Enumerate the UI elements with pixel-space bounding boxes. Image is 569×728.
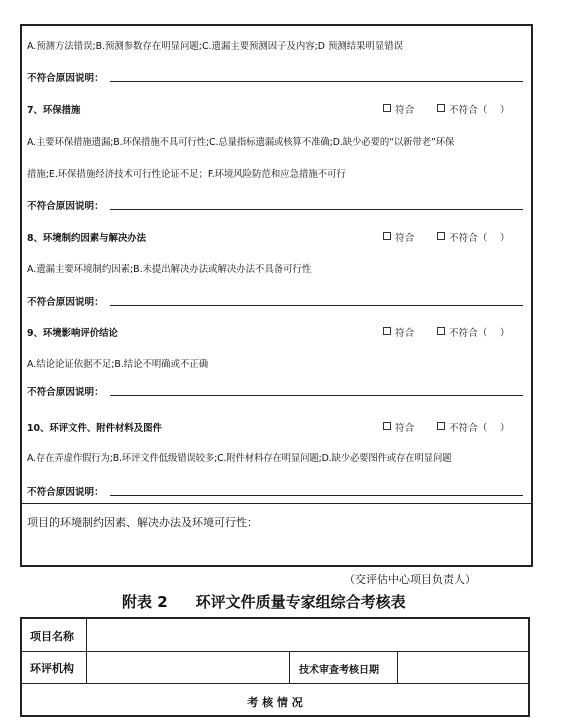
checkbox-icon[interactable] [383,422,391,430]
nonconform-label: 不符合（ ） [449,423,510,434]
checkbox-icon[interactable] [437,232,445,240]
item9-title: 9、环境影响评价结论 [27,328,118,339]
checkbox-icon[interactable] [437,104,445,112]
assessment-table [20,617,530,717]
reason-label-item7: 不符合原因说明： [27,201,104,212]
table-row-divider [22,683,528,684]
conform-label: 符合 [395,423,415,434]
reason-line-item10[interactable] [110,495,523,496]
section-divider [22,503,531,504]
agency-field[interactable] [90,653,286,681]
item10-title: 10、环评文件、附件材料及图件 [27,423,162,434]
agency-label: 环评机构 [30,662,74,675]
reason-label-item9: 不符合原因说明： [27,387,104,398]
item7-nonconform-option[interactable] [437,102,510,116]
conform-label: 符合 [395,328,415,339]
reason-label-predict: 不符合原因说明： [27,73,104,84]
feasibility-label: 项目的环境制约因素、解决办法及环境可行性： [27,516,258,529]
review-date-label: 技术审查考核日期 [299,665,379,676]
item7-reasons-line1: A.主要环保措施遗漏;B.环保措施不具可行性;C.总量指标遗漏或核算不准确;D.缺少必要的“以新带老”环保 [27,137,455,148]
nonconform-label: 不符合（ ） [449,105,510,116]
reason-line-item9[interactable] [110,395,523,396]
item8-title: 8、环境制约因素与解决办法 [27,233,147,244]
assessment-header: 考 核 情 况 [247,696,303,709]
item7-title: 7、环保措施 [27,105,81,116]
nonconform-label: 不符合（ ） [449,328,510,339]
nonconform-label: 不符合（ ） [449,233,510,244]
item8-reasons: A.遗漏主要环境制约因素;B.未提出解决办法或解决办法不具备可行性 [27,264,312,275]
project-name-field[interactable] [90,621,526,649]
table-title-text: 环评文件质量专家组综合考核表 [195,593,406,611]
item10-nonconform-option[interactable] [437,420,510,434]
checkbox-icon[interactable] [383,232,391,240]
conform-label: 符合 [395,233,415,244]
checkbox-icon[interactable] [383,104,391,112]
reason-line-predict[interactable] [110,81,523,82]
table-col-divider [289,651,290,683]
table-row-divider [22,651,528,652]
table-title-number: 附表 2 [122,593,168,611]
reason-line-item7[interactable] [110,209,523,210]
checkbox-icon[interactable] [383,327,391,335]
checkbox-icon[interactable] [437,327,445,335]
item7-reasons-line2: 措施;E.环保措施经济技术可行性论证不足；F.环境风险防范和应急措施不可行 [27,169,346,180]
item10-reasons: A.存在弄虚作假行为;B.环评文件低级错误较多;C.附件材料存在明显问题;D.缺少必要图件或存在明显问题 [27,453,452,464]
reason-label-item10: 不符合原因说明： [27,487,104,498]
submission-note: （交评估中心项目负责人） [344,573,476,586]
item9-nonconform-option[interactable] [437,325,510,339]
table-title [122,591,406,612]
project-name-label: 项目名称 [30,630,74,643]
evaluation-form [20,24,533,567]
item7-conform-option[interactable] [383,102,414,116]
checkbox-icon[interactable] [437,422,445,430]
reason-line-item8[interactable] [110,305,523,306]
item8-nonconform-option[interactable] [437,230,510,244]
item9-reasons: A.结论论证依据不足;B.结论不明确或不正确 [27,359,209,370]
predict-reasons: A.预测方法错误;B.预测参数存在明显问题;C.遗漏主要预测因子及内容;D 预测结果明显错误 [27,41,403,52]
conform-label: 符合 [395,105,415,116]
table-col-divider [86,619,87,683]
table-col-divider [397,651,398,683]
reason-label-item8: 不符合原因说明： [27,297,104,308]
item8-conform-option[interactable] [383,230,414,244]
item10-conform-option[interactable] [383,420,414,434]
item9-conform-option[interactable] [383,325,414,339]
review-date-field[interactable] [401,653,526,681]
